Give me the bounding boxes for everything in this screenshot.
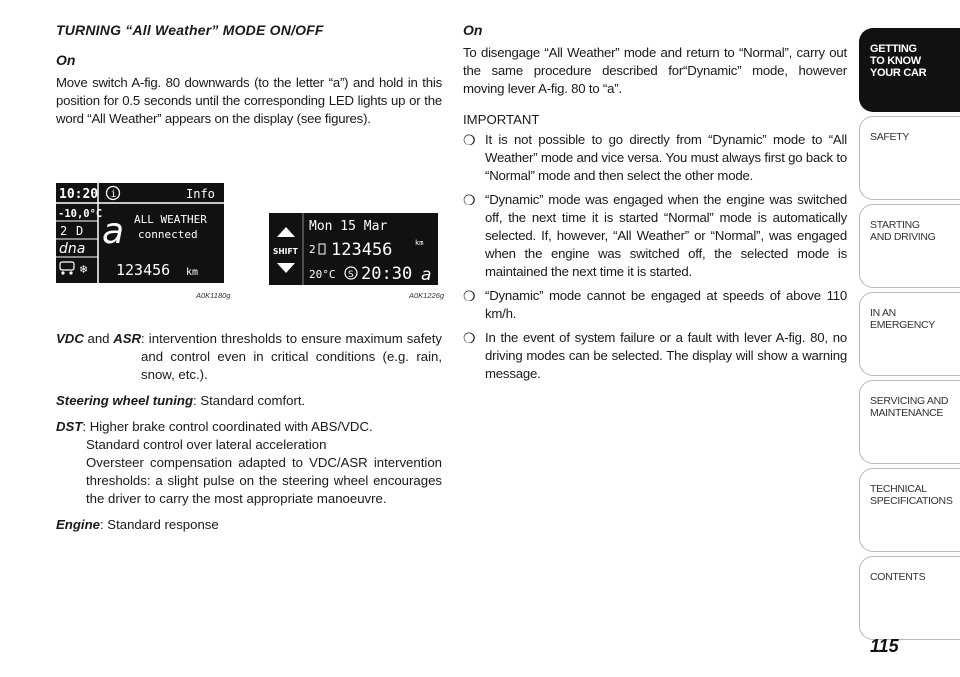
lcd1-time: 10:20 (59, 187, 99, 202)
lcd2-odo: 123456 (331, 240, 393, 260)
lcd1-mode-letter: a (102, 211, 125, 252)
tab-safety[interactable] (859, 116, 960, 200)
tab-label: CONTENTS (870, 571, 926, 583)
list-item: ❍ “Dynamic” mode was engaged when the engine was switched off, the next time it is started “Normal” mode is automatically selected. If, however, “All Weather” or “Normal”, was engaged when the engine was switched off, the selected mode is maintained the next time it is started. (463, 192, 847, 279)
tab-getting-to-know[interactable] (859, 28, 960, 112)
tab-label: SERVICING AND MAINTENANCE (870, 395, 949, 419)
definition-list (56, 330, 442, 542)
lcd1-mode-line2: connected (138, 228, 198, 241)
important-list (463, 131, 847, 383)
bullet-icon: ❍ (463, 330, 476, 346)
lcd1-temp: -10,0°C (58, 208, 103, 220)
lcd2-mode-letter: a (421, 265, 432, 285)
tab-servicing[interactable] (859, 380, 960, 464)
def-dst (56, 418, 442, 508)
figure-row (56, 183, 445, 303)
engine-text: : Standard response (99, 517, 219, 532)
figure-code-1: A0K1180g (196, 291, 231, 300)
lcd1-odo-unit: km (186, 267, 199, 278)
tab-label: IN AN EMERGENCY (870, 307, 935, 331)
right-on-heading: On (463, 22, 483, 38)
tab-label: TECHNICAL SPECIFICATIONS (870, 483, 953, 507)
right-column (463, 22, 847, 389)
bullet-icon: ❍ (463, 192, 476, 208)
lcd1-info: Info (186, 187, 215, 201)
asr-label: ASR (113, 331, 142, 346)
lcd2-date: Mon 15 Mar (309, 219, 388, 234)
lcd2-temp: 20°C (309, 268, 336, 281)
lcd2-shift: SHIFT (273, 247, 298, 256)
steer-text: : Standard comfort. (193, 393, 306, 408)
lcd1-dna: dna (59, 241, 86, 257)
def-vdc-asr (56, 330, 442, 384)
lcd1-mode-line1: ALL WEATHER (134, 213, 207, 226)
on-paragraph: Move switch A-fig. 80 downwards (to the letter “a”) and hold in this position for 0.5 seconds until the corresponding LED lights up or the word “All Weather” appears on the display (see figures). (56, 75, 442, 126)
info-icon-glyph: i (110, 189, 117, 200)
tab-label: GETTING TO KNOW YOUR CAR (870, 43, 927, 79)
lcd1-gear: 2 (60, 224, 68, 238)
lcd1-odo: 123456 (116, 261, 171, 279)
on-heading: On (56, 52, 76, 68)
lcd1-gear-icon: D (76, 224, 84, 238)
dst-label: DST (56, 419, 83, 434)
important-heading: IMPORTANT (463, 112, 540, 127)
lcd2-odo-unit: km (415, 239, 424, 247)
right-on-paragraph: To disengage “All Weather” mode and return to “Normal”, carry out the same procedure described for“Dynamic” mode, however moving lever A-fig. 80 to “a”. (463, 45, 847, 96)
bullet-icon: ❍ (463, 132, 476, 148)
tab-emergency[interactable] (859, 292, 960, 376)
page-number: 115 (870, 636, 899, 656)
tab-label: STARTING AND DRIVING (870, 219, 936, 243)
def-engine (56, 516, 442, 534)
list-item: ❍ It is not possible to go directly from “Dynamic” mode to “All Weather” mode and vice versa. You must always first go back to “Normal” mode and then select the other mode. (463, 132, 847, 183)
dst-line3: Oversteer compensation adapted to VDC/ASR intervention thresholds: a slight pulse on the steering wheel encourages the driver to carry the most appropriate manoeuvre. (86, 455, 442, 506)
display-figure-shift (269, 213, 438, 285)
display-figure-all-weather (56, 183, 224, 283)
tab-contents[interactable] (859, 556, 960, 640)
s-icon-glyph: S (348, 270, 354, 280)
vdc-label: VDC (56, 331, 84, 346)
lcd2-clock: 20:30 (361, 264, 413, 284)
vdc-text: : intervention thresholds to ensure maximum safety and control even in critical conditions (e.g. rain, snow, etc.). (141, 331, 442, 382)
list-item: ❍ “Dynamic” mode cannot be engaged at speeds of above 110 km/h. (463, 288, 847, 321)
bullet-icon: ❍ (463, 288, 476, 304)
section-title: TURNING “All Weather” MODE ON/OFF (56, 22, 324, 38)
svg-text:❄: ❄ (79, 263, 89, 276)
chapter-tabs (859, 28, 960, 644)
tab-label: SAFETY (870, 131, 910, 143)
tab-starting-driving[interactable] (859, 204, 960, 288)
left-column (56, 22, 442, 128)
steer-label: Steering wheel tuning (56, 393, 194, 408)
dst-line2: Standard control over lateral acceleration (86, 437, 327, 452)
tab-technical[interactable] (859, 468, 960, 552)
list-item: ❍ In the event of system failure or a fault with lever A-fig. 80, no driving modes can be selected. The display will show a warning message. (463, 330, 847, 381)
lcd2-trip-prefix: 2 (309, 243, 316, 256)
engine-label: Engine (56, 517, 100, 532)
def-steering (56, 392, 442, 410)
figure-code-2: A0K1226g (409, 291, 445, 300)
dst-line1: : Higher brake control coordinated with ABS/VDC. (82, 419, 373, 434)
and-text: and (83, 331, 114, 346)
